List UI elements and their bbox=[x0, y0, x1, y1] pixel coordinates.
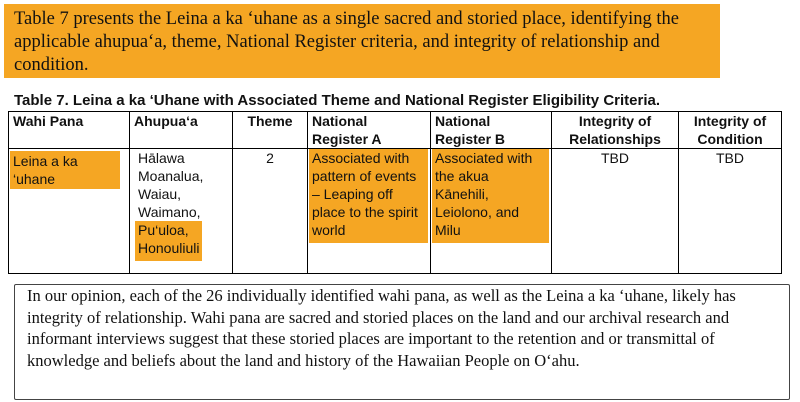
highlighted-wahi-pana: Leina a ka ‘uhane bbox=[10, 151, 120, 189]
cell-integrity-condition: TBD bbox=[679, 149, 782, 274]
highlighted-ahupuaa bbox=[135, 221, 202, 261]
table-row bbox=[9, 149, 782, 274]
table-caption: Table 7. Leina a ka ‘Uhane with Associated Theme and National Register Eligibility Criteria. bbox=[14, 92, 661, 109]
header-integrity-relationships: Integrity of Relationships bbox=[552, 112, 679, 149]
header-theme: Theme bbox=[233, 112, 308, 149]
header-wahi-pana: Wahi Pana bbox=[9, 112, 130, 149]
eligibility-table bbox=[8, 111, 782, 274]
ahupuaa-line: Waimano, bbox=[138, 204, 201, 220]
highlighted-register-b: Associated with the akua Kānehili, Leiolono, and Milu bbox=[432, 149, 549, 243]
header-integrity-condition: Integrity of Condition bbox=[679, 112, 782, 149]
closing-paragraph: In our opinion, each of the 26 individually identified wahi pana, as well as the Leina a ka ‘uhane, likely has integrity of relationship. Wahi pana are sacred and storied places on the land and our archival research and informant interviews suggest that these storied places are important to the retention and or transmittal of knowledge and beliefs about the land and history of the Hawaiian People on O‘ahu. bbox=[14, 284, 790, 400]
ahupuaa-line: Hālawa bbox=[138, 150, 185, 166]
table-header-row bbox=[9, 112, 782, 149]
ahupuaa-line: Honouliuli bbox=[138, 240, 200, 256]
ahupuaa-line: Moanalua, bbox=[138, 168, 204, 184]
intro-highlighted-paragraph: Table 7 presents the Leina a ka ‘uhane as a single sacred and storied place, identifying the applicable ahupua‘a, theme, National Register criteria, and integrity of relationship and condition. bbox=[4, 4, 720, 78]
cell-ahupuaa bbox=[130, 149, 233, 274]
header-national-register-a: National Register A bbox=[308, 112, 431, 149]
cell-national-register-a bbox=[308, 149, 431, 274]
ahupuaa-line: Pu‘uloa, bbox=[138, 222, 189, 238]
header-national-register-b: National Register B bbox=[431, 112, 552, 149]
cell-theme: 2 bbox=[233, 149, 308, 274]
cell-national-register-b bbox=[431, 149, 552, 274]
cell-wahi-pana bbox=[9, 149, 130, 274]
ahupuaa-line: Waiau, bbox=[138, 186, 182, 202]
cell-integrity-relationships: TBD bbox=[552, 149, 679, 274]
header-ahupuaa: Ahupua‘a bbox=[130, 112, 233, 149]
highlighted-register-a: Associated with pattern of events – Leaping off place to the spirit world bbox=[309, 149, 428, 243]
